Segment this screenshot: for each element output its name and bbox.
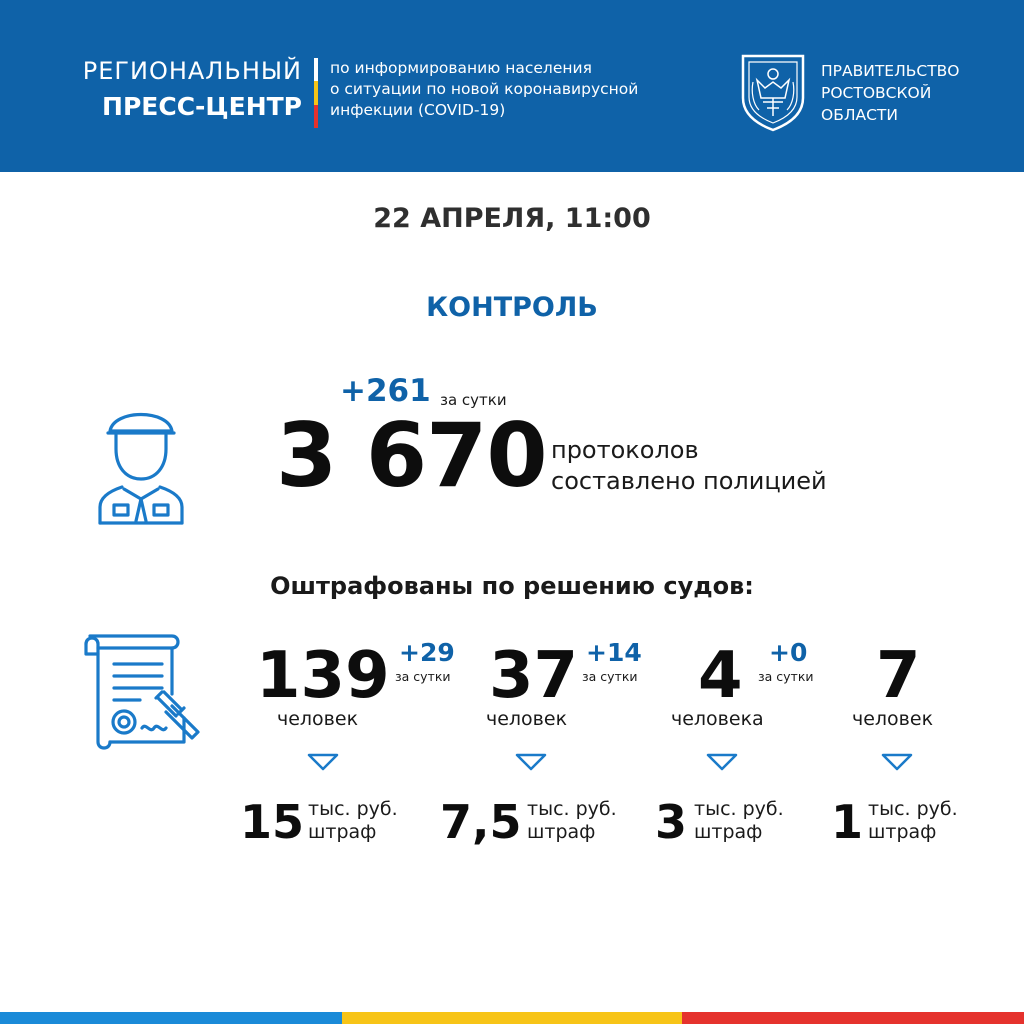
- fined-unit: человека: [671, 708, 764, 730]
- fined-unit: человек: [486, 708, 568, 730]
- police-officer-icon: [92, 403, 190, 529]
- fined-delta-caption: за сутки: [582, 669, 638, 684]
- court-decree-icon: [80, 634, 204, 758]
- fined-delta: +29: [399, 638, 455, 667]
- fine-caption: тыс. руб. штраф: [694, 798, 784, 843]
- fined-count: 37: [489, 639, 579, 713]
- fine-amount: 3: [655, 795, 688, 849]
- fined-delta-caption: за сутки: [758, 669, 814, 684]
- chevron-down-icon: [307, 753, 339, 771]
- chevron-down-icon: [881, 753, 913, 771]
- fine-caption: тыс. руб. штраф: [868, 798, 958, 843]
- report-date: 22 АПРЕЛЯ, 11:00: [373, 203, 651, 234]
- protocols-delta: +261: [340, 373, 431, 409]
- fined-count: 7: [876, 639, 921, 713]
- fine-amount: 15: [240, 795, 305, 849]
- section-title: КОНТРОЛЬ: [426, 292, 598, 323]
- chevron-down-icon: [515, 753, 547, 771]
- fine-caption: тыс. руб. штраф: [308, 798, 398, 843]
- fined-unit: человек: [277, 708, 359, 730]
- chevron-down-icon: [706, 753, 738, 771]
- coat-of-arms-icon: [739, 52, 807, 136]
- fined-delta-caption: за сутки: [395, 669, 451, 684]
- protocols-delta-caption: за сутки: [440, 391, 507, 409]
- press-center-subtitle: по информированию населения о ситуации по новой коронавирусной инфекции (COVID-19): [330, 59, 639, 119]
- fined-count: 4: [698, 639, 743, 713]
- brand-title-line1: РЕГИОНАЛЬНЫЙ: [82, 57, 302, 85]
- header-banner: [0, 0, 1024, 172]
- fined-delta: +0: [769, 638, 808, 667]
- fine-amount: 7,5: [440, 795, 522, 849]
- protocols-total: 3 670: [276, 404, 547, 507]
- government-name: ПРАВИТЕЛЬСТВО РОСТОВСКОЙ ОБЛАСТИ: [821, 62, 960, 124]
- brand-title-line2: ПРЕСС-ЦЕНТР: [102, 92, 302, 121]
- protocols-description: протоколов составлено полицией: [551, 436, 827, 495]
- fined-count: 139: [256, 639, 390, 713]
- fined-unit: человек: [852, 708, 934, 730]
- fine-amount: 1: [831, 795, 864, 849]
- fined-heading: Оштрафованы по решению судов:: [270, 572, 754, 600]
- tricolor-divider: [314, 58, 318, 128]
- fine-caption: тыс. руб. штраф: [527, 798, 617, 843]
- fined-delta: +14: [586, 638, 642, 667]
- bottom-color-stripe: [0, 1012, 1024, 1024]
